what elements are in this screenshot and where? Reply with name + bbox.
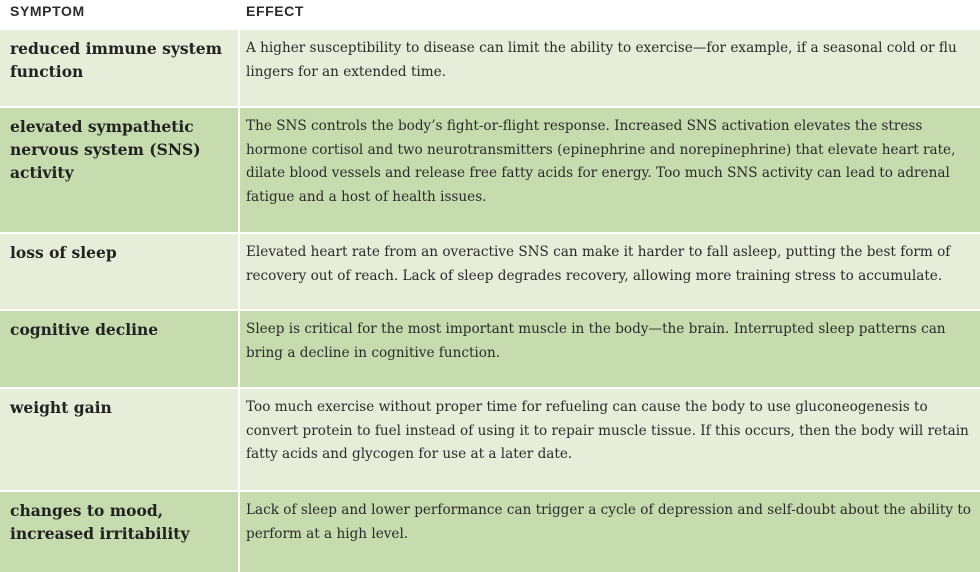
symptom-text: loss of sleep: [10, 243, 117, 262]
symptom-text: reduced immune system function: [10, 39, 223, 81]
effect-text: Elevated heart rate from an overactive SNS can make it harder to fall asleep, putting the best form of recovery out of reach. Lack of sleep degrades recovery, allowing more training stress to accumulate.: [246, 244, 951, 284]
table-row: [0, 108, 980, 232]
table-row: [0, 30, 980, 106]
symptom-column-header: SYMPTOM: [10, 3, 85, 19]
symptom-cell: [0, 492, 238, 572]
table-row: [0, 311, 980, 387]
effect-cell: [240, 389, 980, 490]
effect-cell: [240, 311, 980, 387]
symptom-text: changes to mood, increased irritability: [10, 501, 190, 543]
table-row: [0, 492, 980, 572]
effect-text: Sleep is critical for the most important muscle in the body—the brain. Interrupted sleep patterns can bring a decline in cognitive function.: [246, 321, 946, 361]
effect-text: Lack of sleep and lower performance can trigger a cycle of depression and self-doubt about the ability to perform at a high level.: [246, 502, 971, 542]
effect-text: Too much exercise without proper time for refueling can cause the body to use gluconeogenesis to convert protein to fuel instead of using it to repair muscle tissue. If this occurs, then the body will retain fatty acids and glycogen for use at a later date.: [246, 399, 969, 462]
effect-cell: [240, 492, 980, 572]
effect-text: A higher susceptibility to disease can limit the ability to exercise—for example, if a seasonal cold or flu lingers for an extended time.: [246, 40, 957, 80]
symptom-cell: [0, 30, 238, 106]
table-header: [0, 0, 980, 30]
effect-column-header: EFFECT: [246, 3, 305, 19]
effect-cell: [240, 108, 980, 232]
effect-cell: [240, 30, 980, 106]
table-row: [0, 389, 980, 490]
symptom-cell: [0, 108, 238, 232]
symptom-cell: [0, 389, 238, 490]
effect-cell: [240, 234, 980, 309]
symptom-text: weight gain: [10, 398, 112, 417]
effect-text: The SNS controls the body’s fight-or-flight response. Increased SNS activation elevates the stress hormone cortisol and two neurotransmitters (epinephrine and norepinephrine) that elevate heart rate, dilate blood vessels and release free fatty acids for energy. Too much SNS activity can lead to adrenal fatigue and a host of health issues.: [246, 118, 956, 205]
symptom-text: cognitive decline: [10, 320, 159, 339]
table-row: [0, 234, 980, 309]
symptom-text: elevated sympathetic nervous system (SNS) activity: [10, 117, 201, 182]
symptom-cell: [0, 311, 238, 387]
symptom-cell: [0, 234, 238, 309]
